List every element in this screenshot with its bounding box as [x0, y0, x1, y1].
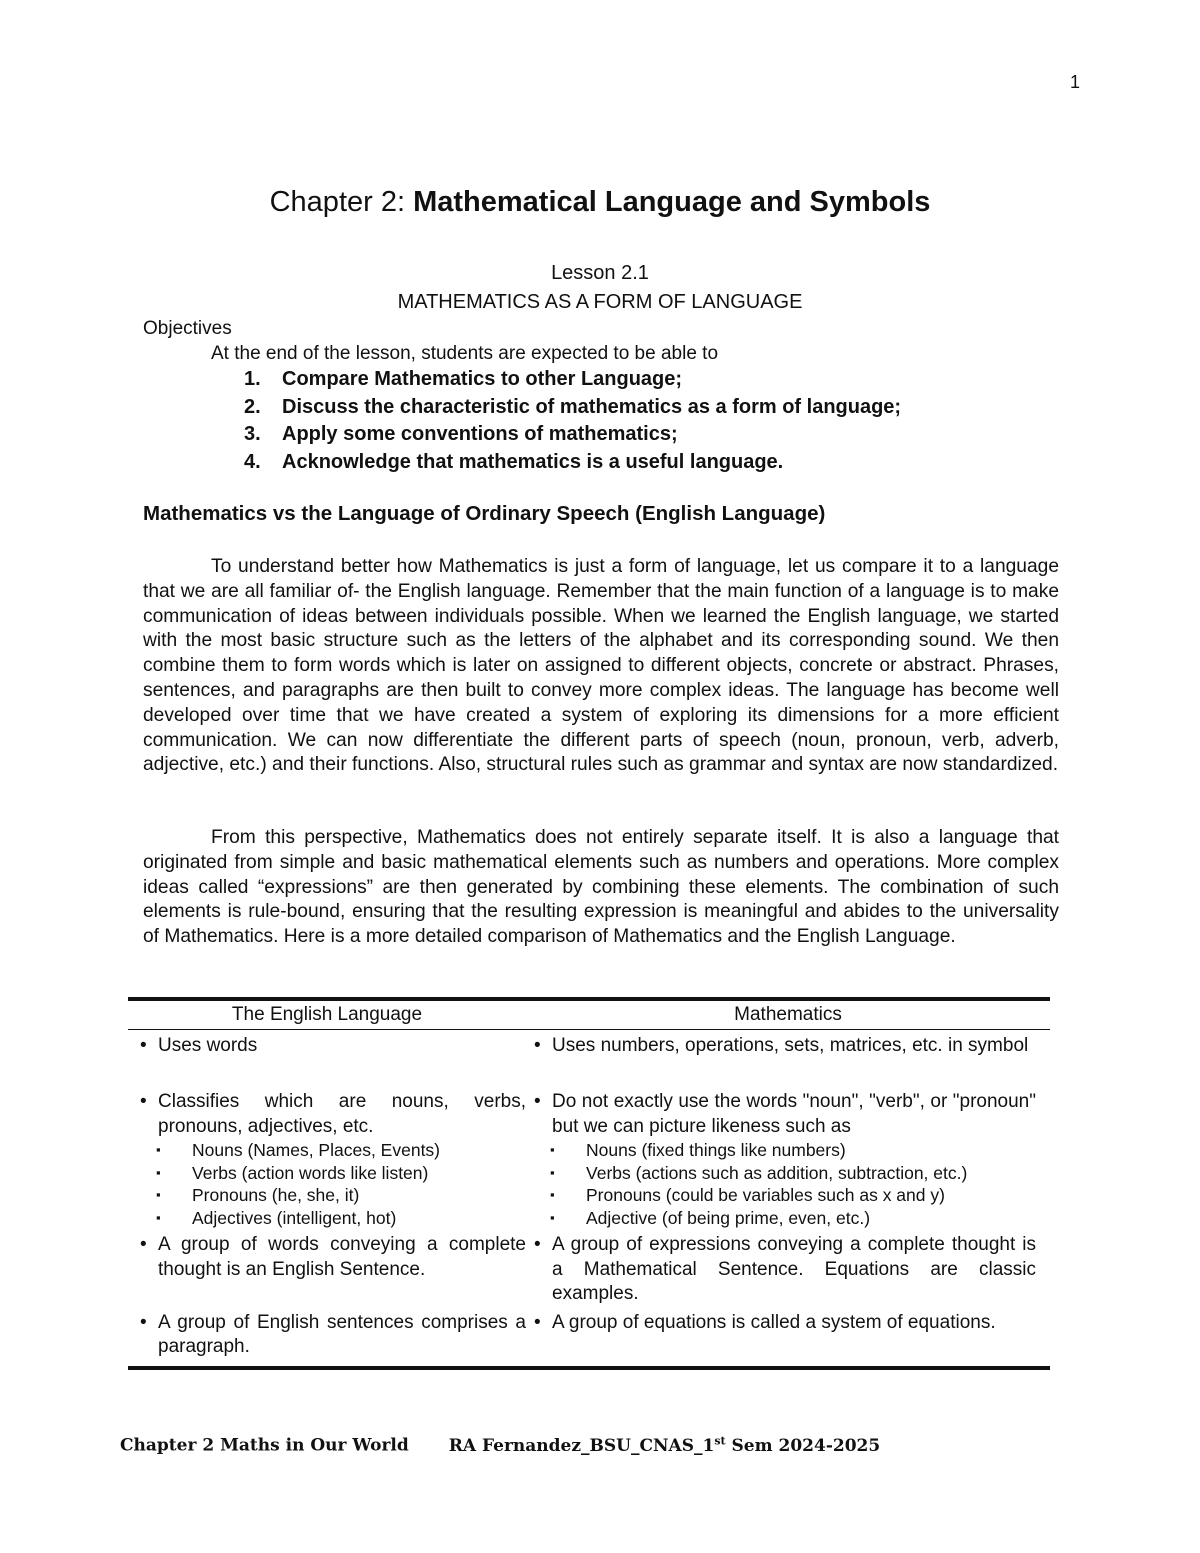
- bullet-item: • A group of equations is called a system of equations.: [532, 1311, 1036, 1336]
- objective-item: [244, 366, 901, 394]
- table-row: [128, 1084, 1050, 1229]
- sub-item: ▪ Nouns (fixed things like numbers): [586, 1139, 1036, 1162]
- sub-item: ▪ Pronouns (he, she, it): [192, 1184, 526, 1207]
- comparison-table: [128, 997, 1050, 1370]
- sub-item: ▪ Verbs (action words like listen): [192, 1162, 526, 1185]
- math-cell: [526, 1034, 1050, 1084]
- chapter-prefix: Chapter 2:: [269, 186, 414, 218]
- footer-author: RA Fernandez_BSU_CNAS_1: [448, 1435, 715, 1456]
- paragraph: From this perspective, Mathematics does not entirely separate itself. It is also a language that originated from simple and basic mathematical elements such as numbers and operations. More complex ideas called “expressions” are then generated by combining these elements. The combination of such elements is rule-bound, ensuring that the resulting expression is meaningful and abides to the universality of Mathematics. Here is a more detailed comparison of Mathematics and the English Language.: [143, 827, 1059, 948]
- footer-left: Chapter 2 Maths in Our World: [120, 1435, 409, 1456]
- math-cell: [526, 1311, 1050, 1360]
- header-english: The English Language: [231, 1004, 423, 1025]
- objectives-heading: Objectives: [143, 318, 232, 339]
- math-cell: [526, 1090, 1050, 1229]
- header-math: Mathematics: [734, 1004, 842, 1025]
- sub-item: ▪ Verbs (actions such as addition, subtraction, etc.): [586, 1162, 1036, 1185]
- section-heading: Mathematics vs the Language of Ordinary Speech (English Language): [143, 502, 826, 525]
- bullet-item: • Uses numbers, operations, sets, matrices, etc. in symbol: [532, 1034, 1036, 1059]
- objective-text: Discuss the characteristic of mathematics as a form of language;: [282, 395, 902, 418]
- bullet-item: • Classifies which are nouns, verbs, pronouns, adjectives, etc.: [138, 1090, 526, 1139]
- sub-list: [532, 1139, 1036, 1229]
- table-row: [128, 1229, 1050, 1307]
- page-number: 1: [1069, 72, 1080, 92]
- objectives-intro: At the end of the lesson, students are expected to be able to: [211, 343, 719, 364]
- table-header: [128, 1001, 1050, 1030]
- math-cell: [526, 1233, 1050, 1307]
- footer-ordinal: st: [714, 1434, 726, 1447]
- sub-item: ▪ Adjective (of being prime, even, etc.): [586, 1207, 1036, 1230]
- english-cell: [128, 1034, 526, 1084]
- objectives-list: [244, 366, 901, 476]
- bullet-item: • A group of words conveying a complete thought is an English Sentence.: [138, 1233, 526, 1282]
- objective-number: 3.: [244, 423, 261, 445]
- sub-item: ▪ Nouns (Names, Places, Events): [192, 1139, 526, 1162]
- objective-item: [244, 421, 901, 449]
- english-cell: [128, 1233, 526, 1307]
- sub-item: ▪ Pronouns (could be variables such as x and y): [586, 1184, 1036, 1207]
- objective-item: [244, 449, 901, 477]
- english-cell: [128, 1090, 526, 1229]
- lesson-number: Lesson 2.1: [551, 262, 649, 284]
- chapter-title: [0, 186, 1200, 219]
- chapter-name: Mathematical Language and Symbols: [413, 186, 931, 218]
- paragraph: To understand better how Mathematics is just a form of language, let us compare it to a language that we are all familiar of- the English language. Remember that the main function of a language is to make communication of ideas between individuals possible. When we learned the English language, we started with the most basic structure such as the letters of the alphabet and its corresponding sound. We then combine them to form words which is later on assigned to different objects, concrete or abstract. Phrases, sentences, and paragraphs are then built to convey more complex ideas. The language has become well developed over time that we have created a system of exploring its dimensions for a more efficient communication. We can now differentiate the different parts of speech (noun, pronoun, verb, adverb, adjective, etc.) and their functions. Also, structural rules such as grammar and syntax are now standardized.: [143, 556, 1059, 776]
- bullet-item: • A group of English sentences comprises a paragraph.: [138, 1311, 526, 1360]
- english-cell: [128, 1311, 526, 1360]
- table-row: [128, 1307, 1050, 1366]
- table-row: [128, 1030, 1050, 1084]
- footer-right: [449, 1436, 880, 1456]
- objective-number: 2.: [244, 395, 261, 418]
- objective-item: [244, 394, 901, 422]
- bullet-item: • A group of expressions conveying a complete thought is a Mathematical Sentence. Equations are classic examples.: [532, 1233, 1036, 1307]
- page-footer: [120, 1434, 880, 1456]
- bullet-item: • Uses words: [138, 1034, 526, 1059]
- objective-number: 1.: [244, 368, 261, 390]
- bullet-item: • Do not exactly use the words "noun", "verb", or "pronoun" but we can picture likeness such as: [532, 1090, 1036, 1139]
- lesson-title: MATHEMATICS AS A FORM OF LANGUAGE: [397, 291, 803, 313]
- objective-text: Apply some conventions of mathematics;: [282, 423, 678, 445]
- sub-item: ▪ Adjectives (intelligent, hot): [192, 1207, 526, 1230]
- objective-text: Compare Mathematics to other Language;: [282, 368, 683, 390]
- footer-term: Sem 2024-2025: [725, 1435, 881, 1456]
- sub-list: [138, 1139, 526, 1229]
- objective-number: 4.: [244, 450, 261, 473]
- objective-text: Acknowledge that mathematics is a useful language.: [282, 450, 784, 473]
